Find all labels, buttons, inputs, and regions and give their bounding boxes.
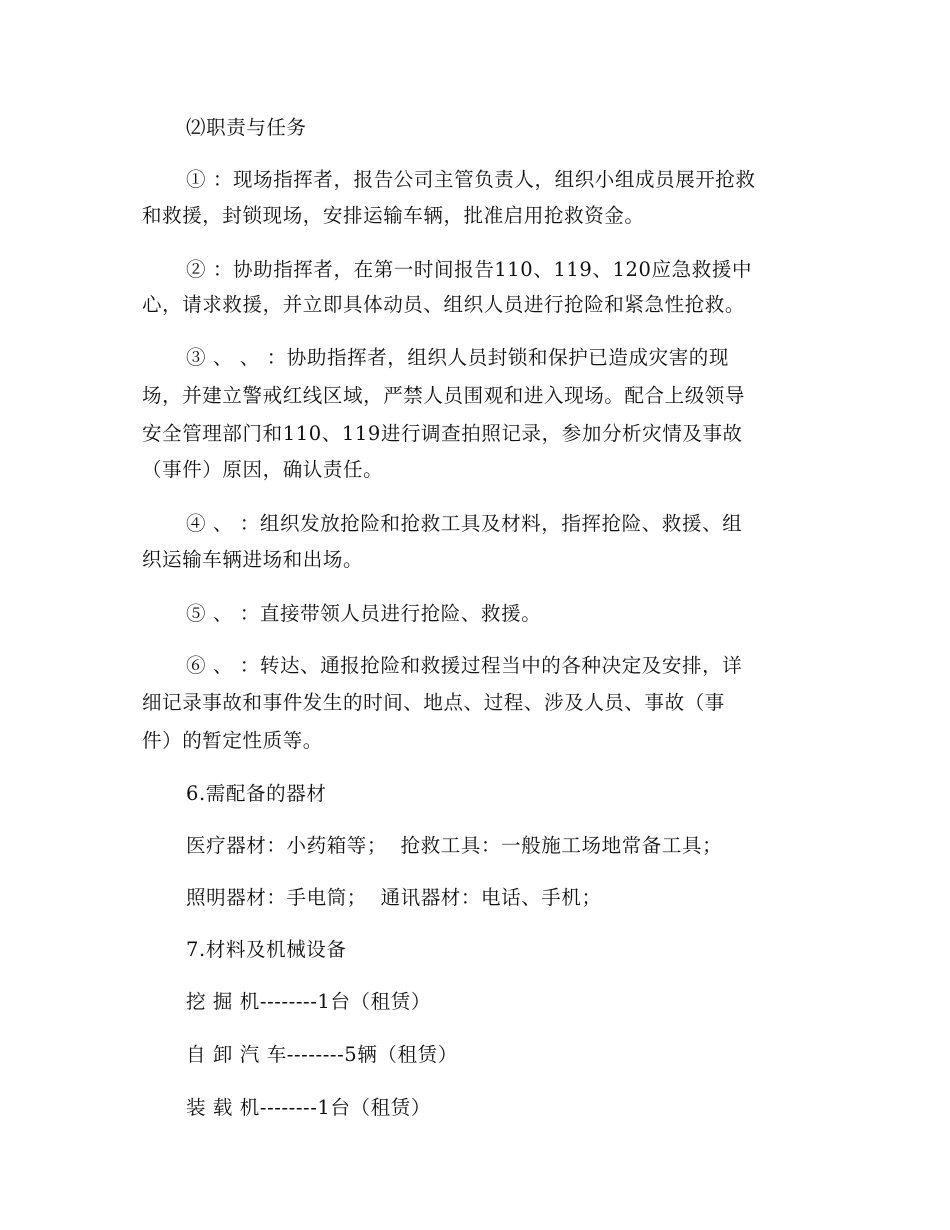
section-heading: ⑵职责与任务 <box>186 116 307 139</box>
duty-item-line: 织运输车辆进场和出场。 <box>142 548 364 571</box>
equipment-line: 医疗器材：小药箱等； 抢救工具：一般施工场地常备工具； <box>186 834 723 857</box>
duty-item-line: 心，请求救援，并立即具体动员、组织人员进行抢险和紧急性抢救。 <box>142 293 746 316</box>
duty-item-line: （事件）原因，确认责任。 <box>142 458 384 481</box>
machinery-line: 自 卸 汽 车--------5辆（租赁） <box>186 1043 458 1066</box>
duty-item-line: 安全管理部门和110、119进行调查拍照记录，参加分析灾情及事故 <box>142 422 743 445</box>
machinery-line: 装 载 机--------1台（租赁） <box>186 1096 431 1119</box>
duty-item-line: ⑥ 、 ：转达、通报抢险和救援过程当中的各种决定及安排，详 <box>186 654 743 677</box>
duty-item-line: ② ：协助指挥者，在第一时间报告110、119、120应急救援中 <box>186 258 753 281</box>
machinery-line: 挖 掘 机--------1台（租赁） <box>186 990 431 1013</box>
duty-item-line: ④ 、 ：组织发放抢险和抢救工具及材料，指挥抢险、救援、组 <box>186 512 743 535</box>
duty-item-line: 场，并建立警戒红线区域，严禁人员围观和进入现场。配合上级领导 <box>142 384 746 407</box>
duty-item-line: ⑤ 、 ：直接带领人员进行抢险、救援。 <box>186 602 542 625</box>
duty-item-line: 和救援，封锁现场，安排运输车辆，批准启用抢救资金。 <box>142 204 645 227</box>
equipment-heading: 6.需配备的器材 <box>186 782 327 805</box>
duty-item-line: 细记录事故和事件发生的时间、地点、过程、涉及人员、事故（事 <box>142 691 725 714</box>
duty-item-line: ③ 、 、 ：协助指挥者，组织人员封锁和保护已造成灾害的现 <box>186 346 729 369</box>
equipment-line: 照明器材：手电筒； 通讯器材：电话、手机； <box>186 886 602 909</box>
machinery-heading: 7.材料及机械设备 <box>186 938 347 961</box>
duty-item-line: 件）的暂定性质等。 <box>142 729 323 752</box>
duty-item-line: ① ：现场指挥者，报告公司主管负责人，组织小组成员展开抢救 <box>186 168 756 191</box>
